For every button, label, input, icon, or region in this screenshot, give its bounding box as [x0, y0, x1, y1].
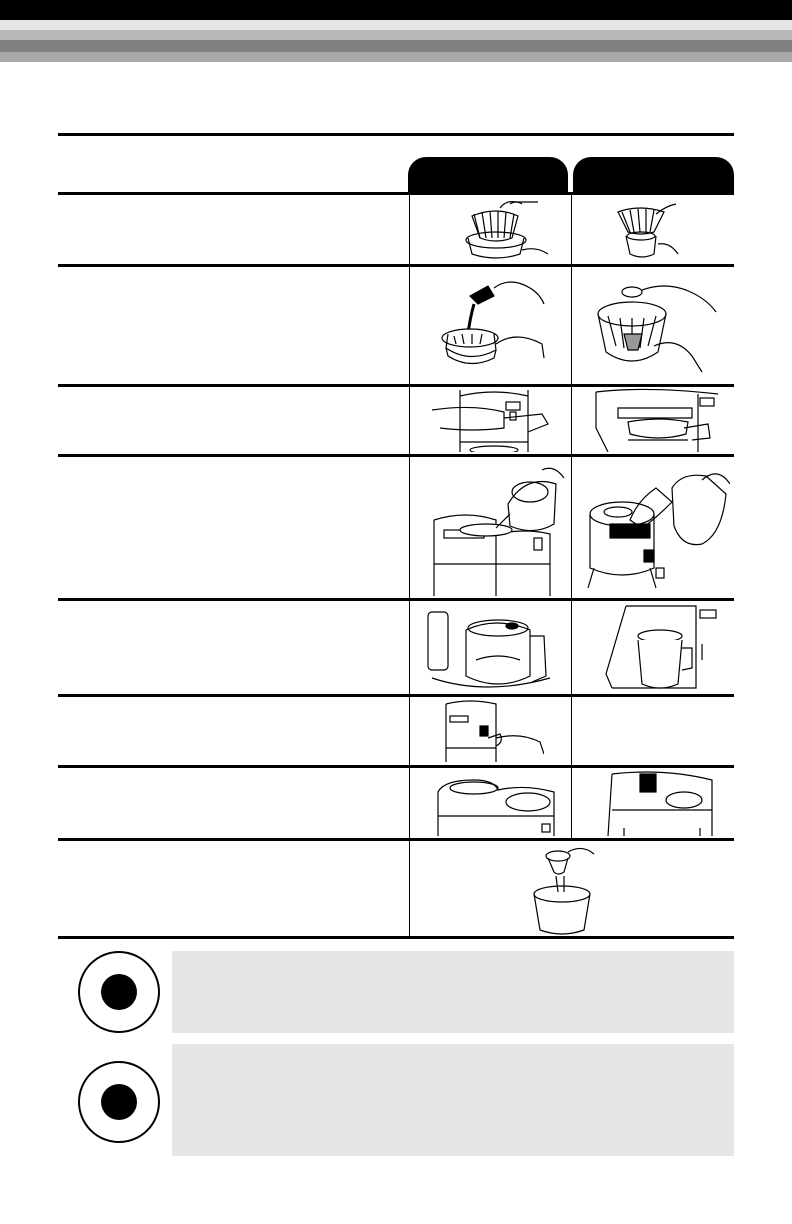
- row-rule: [58, 264, 734, 267]
- note-icon: [78, 951, 160, 1033]
- column-separator: [409, 387, 410, 454]
- sliding-funnel-thermal-icon: [588, 388, 718, 452]
- table-top-rule: [58, 133, 734, 136]
- table-bottom-rule: [58, 936, 734, 939]
- column-separator: [571, 601, 572, 694]
- column-separator: [409, 267, 410, 384]
- pouring-coffee-icon: [440, 274, 552, 368]
- row-rule: [58, 192, 734, 195]
- column-separator: [409, 195, 410, 264]
- sliding-funnel-icon: [432, 388, 554, 452]
- row-rule: [58, 598, 734, 601]
- pouring-water-decanter-icon: [426, 464, 566, 596]
- column-separator: [571, 387, 572, 454]
- row-rule: [58, 765, 734, 768]
- column-separator: [409, 457, 410, 598]
- header-band-black: [0, 0, 792, 20]
- note-icon: [78, 1061, 160, 1143]
- row-rule: [58, 454, 734, 457]
- header-band-silver: [0, 30, 792, 40]
- pouring-coffee-cone-icon: [594, 276, 722, 380]
- discarding-grounds-icon: [528, 842, 602, 936]
- header-band-light: [0, 20, 792, 30]
- note-box: [172, 951, 734, 1033]
- column-separator: [571, 195, 572, 264]
- column-separator: [571, 267, 572, 384]
- paper-filter-in-cone-icon: [612, 200, 692, 260]
- pressing-start-switch-icon: [440, 698, 544, 762]
- row-rule: [58, 694, 734, 697]
- decanter-on-warmer-icon: [426, 606, 552, 692]
- column-header-thermal: [573, 157, 734, 193]
- column-separator: [571, 768, 572, 838]
- column-separator: [571, 697, 572, 765]
- column-separator: [409, 768, 410, 838]
- pouring-water-thermal-icon: [582, 464, 730, 596]
- thermal-carafe-under-funnel-icon: [596, 604, 722, 694]
- paper-filter-in-basket-icon: [460, 198, 552, 262]
- column-separator: [571, 457, 572, 598]
- header-band-gray: [0, 40, 792, 52]
- brewer-top-view-icon: [434, 770, 564, 836]
- row-rule: [58, 384, 734, 387]
- column-separator: [409, 601, 410, 694]
- note-icon-dot: [101, 974, 137, 1010]
- column-separator: [409, 697, 410, 765]
- row-rule: [58, 838, 734, 841]
- column-separator: [409, 841, 410, 936]
- header-band-midgray: [0, 52, 792, 62]
- column-header-decanter: [408, 157, 568, 193]
- note-box: [172, 1044, 734, 1156]
- thermal-brewer-top-view-icon: [604, 770, 716, 836]
- note-icon-dot: [101, 1084, 137, 1120]
